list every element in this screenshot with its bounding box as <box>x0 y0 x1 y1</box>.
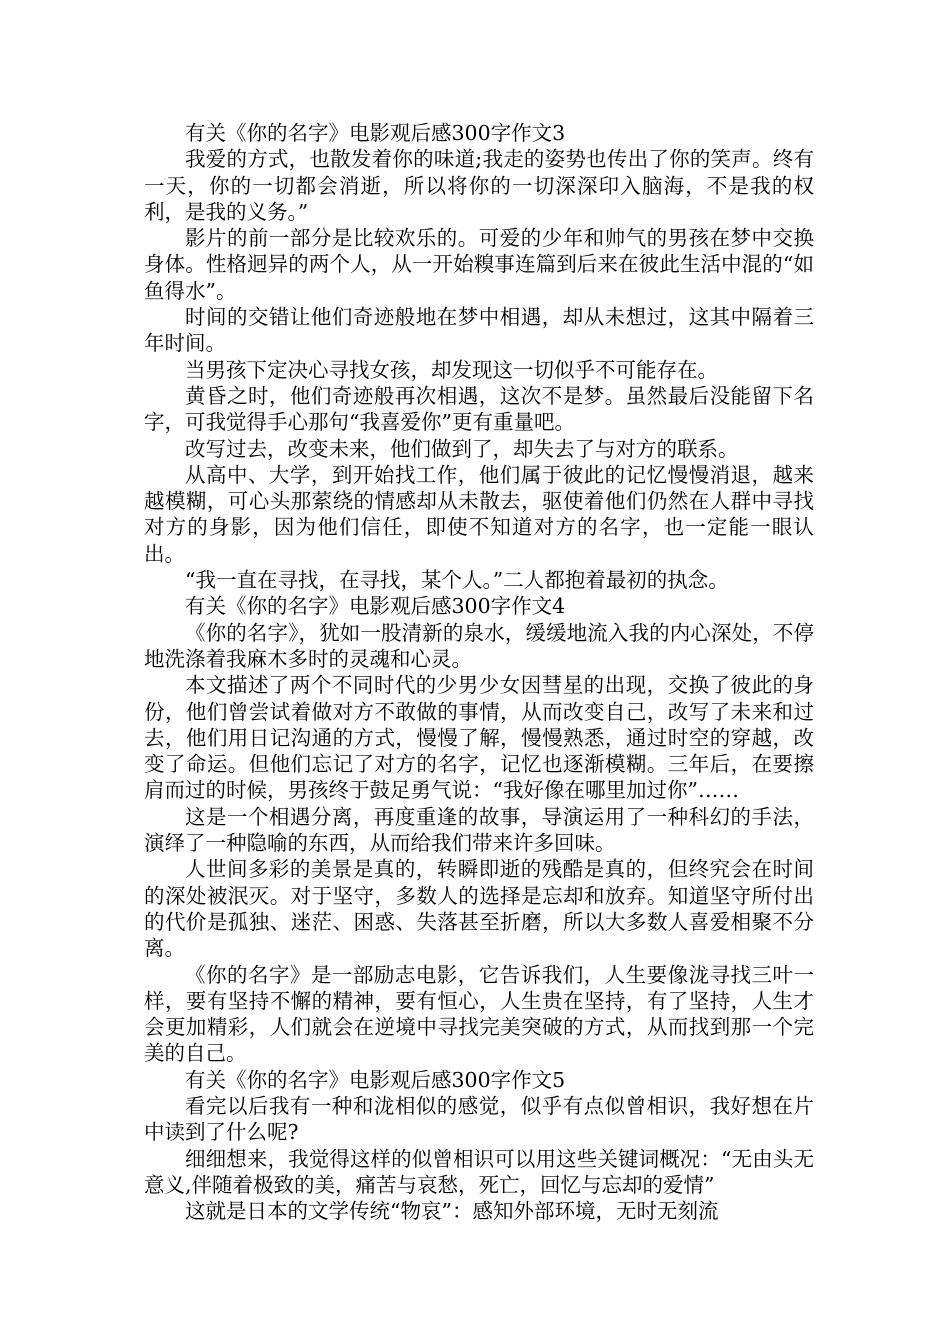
paragraph: 改写过去，改变未来，他们做到了，却失去了与对方的联系。 <box>185 436 739 461</box>
document-body <box>144 120 814 1224</box>
paragraph: 人世间多彩的美景是真的，转瞬即逝的残酷是真的，但终究会在时间的深处被泯灭。对于坚守，多数人的选择是忘却和放弃。知道坚守所付出的代价是孤独、迷茫、困惑、失落甚至折磨，所以大多数人喜爱相聚不分离。 <box>144 857 814 961</box>
paragraph: 本文描述了两个不同时代的少男少女因彗星的出现，交换了彼此的身份，他们曾尝试着做对方不敢做的事情，从而改变自己，改写了未来和过去，他们用日记沟通的方式，慢慢了解，慢慢熟悉，通过时空的穿越，改变了命运。但他们忘记了对方的名字，记忆也逐渐模糊。三年后，在要擦肩而过的时候，男孩终于鼓足勇气说：“我好像在哪里加过你”…… <box>144 673 814 803</box>
paragraph: 这是一个相遇分离，再度重逢的故事，导演运用了一种科幻的手法，演绎了一种隐喻的东西，从而给我们带来许多回味。 <box>144 804 814 856</box>
paragraph: 黄昏之时，他们奇迹般再次相遇，这次不是梦。虽然最后没能留下名字，可我觉得手心那句“我喜爱你”更有重量吧。 <box>144 383 814 435</box>
paragraph: 看完以后我有一种和泷相似的感觉，似乎有点似曾相识，我好想在片中读到了什么呢? <box>144 1093 814 1145</box>
paragraph: 从高中、大学，到开始找工作，他们属于彼此的记忆慢慢消退，越来越模糊，可心头那萦绕的情感却从未散去，驱使着他们仍然在人群中寻找对方的身影，因为他们信任，即使不知道对方的名字，也一定能一眼认出。 <box>144 462 814 566</box>
paragraph: “我一直在寻找，在寻找，某个人。”二人都抱着最初的执念。 <box>185 568 729 593</box>
paragraph: 影片的前一部分是比较欢乐的。可爱的少年和帅气的男孩在梦中交换身体。性格迥异的两个人，从一开始糗事连篇到后来在彼此生活中混的“如鱼得水”。 <box>144 226 814 303</box>
paragraph: 《你的名字》是一部励志电影，它告诉我们，人生要像泷寻找三叶一样，要有坚持不懈的精神，要有恒心，人生贵在坚持，有了坚持，人生才会更加精彩，人们就会在逆境中寻找完美突破的方式，从而找到那一个完美的自己。 <box>144 962 814 1066</box>
paragraph: 当男孩下定决心寻找女孩，却发现这一切似乎不可能存在。 <box>185 357 718 382</box>
paragraph: 我爱的方式，也散发着你的味道;我走的姿势也传出了你的笑声。终有一天，你的一切都会消逝，所以将你的一切深深印入脑海，不是我的权利，是我的义务。” <box>144 147 814 224</box>
paragraph: 细细想来，我觉得这样的似曾相识可以用这些关键词概况：“无由头无意义,伴随着极致的美，痛苦与哀愁，死亡，回忆与忘却的爱情” <box>144 1146 814 1197</box>
paragraph: 这就是日本的文学传统“物哀”：感知外部环境，无时无刻流 <box>185 1199 719 1224</box>
section-heading: 有关《你的名字》电影观后感300字作文4 <box>185 594 566 619</box>
paragraph: 《你的名字》，犹如一股清新的泉水，缓缓地流入我的内心深处，不停地洗涤着我麻木多时的灵魂和心灵。 <box>144 620 814 671</box>
section-heading: 有关《你的名字》电影观后感300字作文3 <box>185 121 566 145</box>
section-heading: 有关《你的名字》电影观后感300字作文5 <box>185 1067 566 1092</box>
paragraph: 时间的交错让他们奇迹般地在梦中相遇，却从未想过，这其中隔着三年时间。 <box>144 305 814 356</box>
